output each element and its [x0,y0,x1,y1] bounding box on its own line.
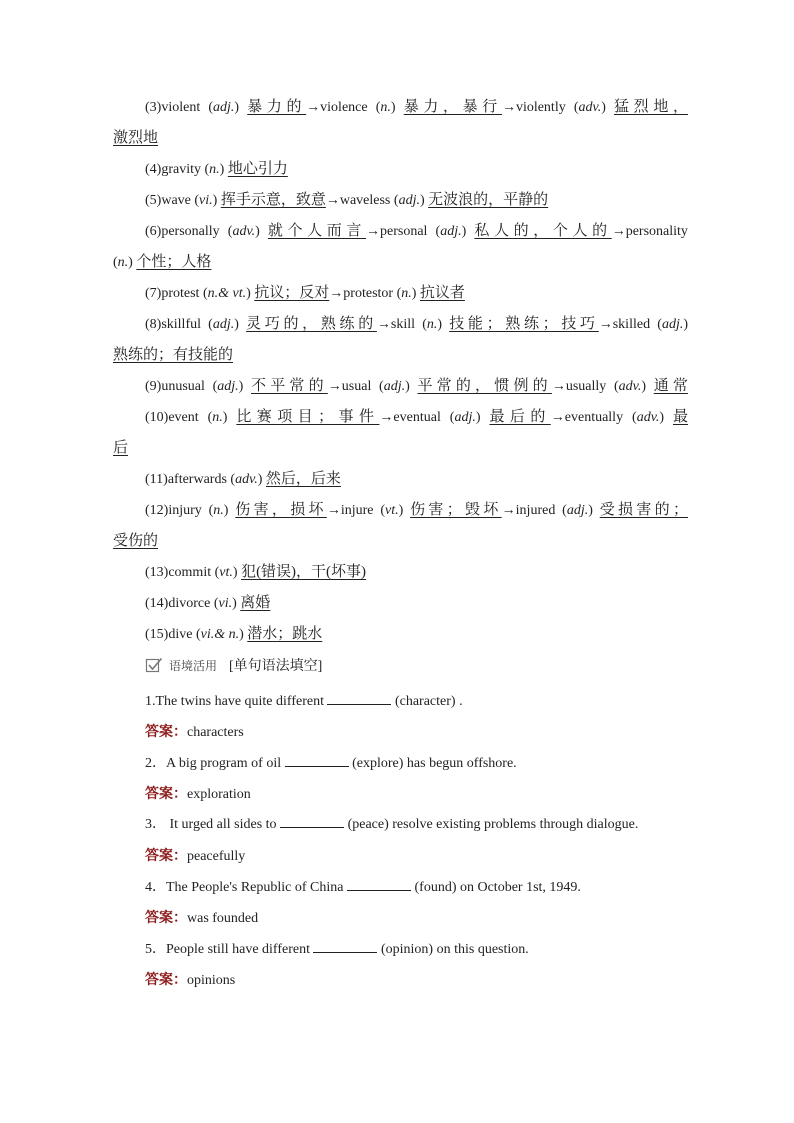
meaning: 潜水；跳水 [247,626,323,642]
answer-3 [113,841,678,872]
vocab-item-8: (8)skillful (adj.) 灵巧的，熟练的→skill (n.) 技能；熟练；技巧→skilled (adj.) [145,316,688,332]
derived-word: violently [515,100,566,115]
question-1 [113,686,678,717]
arrow: → [501,100,516,115]
word: wave [161,193,191,208]
meaning-continued: 激烈地 [113,130,159,146]
answer-label: 答案： [145,725,187,740]
vocab-item-3-cont [113,123,688,154]
answer-text: was founded [187,911,259,926]
arrow: → [329,286,344,301]
part-of-speech: adv. [618,379,642,394]
answer-text: peacefully [187,849,246,864]
question-text: (found) on October 1st, 1949. [411,880,581,895]
question-text: (explore) has begun offshore. [348,756,517,771]
question-text: (character) . [391,694,463,709]
derived-word: skilled [612,317,651,332]
derived-word: waveless [339,193,391,208]
part-of-speech: n. [212,410,223,425]
derived-word: usually [565,379,607,394]
word: protest [161,286,200,301]
vocab-item-10-cont [113,433,688,464]
part-of-speech: adv. [235,472,258,487]
arrow: → [611,224,626,239]
derived-word: violence [320,100,368,115]
item-number: (10) [145,410,169,425]
meaning: 离婚 [240,595,271,611]
answer-blank [327,690,391,705]
part-of-speech: vi.& n. [200,627,240,642]
arrow: → [306,100,321,115]
meaning: 最 [672,409,688,425]
meaning: 暴力的 [247,99,307,115]
part-of-speech: n.& vt. [207,286,247,301]
vocab-item-9: (9)unusual (adj.) 不平常的→usual (adj.) 平常的，惯例的→usually (adv.) 通常 [145,378,688,394]
meaning: 暴力，暴行 [403,99,502,115]
part-of-speech: vt. [384,503,399,518]
word: commit [168,565,212,580]
question-5 [113,934,678,965]
part-of-speech: adv. [636,410,660,425]
meaning: 灵巧的，熟练的 [246,316,377,332]
meaning: 无波浪的，平静的 [428,192,549,208]
part-of-speech: adv. [578,100,602,115]
part-of-speech: adj. [217,379,239,394]
arrow: → [326,503,341,518]
arrow: → [551,379,566,394]
answer-blank [280,813,344,828]
vocab-item-3: (3)violent (adj.) 暴力的→violence (n.) 暴力，暴行→violently (adv.) 猛烈地， [145,99,688,115]
question-3 [113,810,678,841]
meaning: 平常的，惯例的 [417,378,552,394]
item-number: (11) [145,472,168,487]
answer-label: 答案： [145,849,187,864]
item-number: (3) [145,100,162,115]
vocab-item-5: (5)wave (vi.) 挥手示意，致意→waveless (adj.) 无波浪的，平静的 [145,192,549,208]
word: unusual [161,379,205,394]
meaning: 熟练的；有技能的 [113,347,234,363]
arrow: → [366,224,380,239]
word: personally [161,224,220,239]
question-text: 1.The twins have quite different [145,694,328,709]
derived-word: usual [341,379,372,394]
part-of-speech: adj. [454,410,476,425]
item-number: (8) [145,317,162,332]
part-of-speech: vi. [199,193,213,208]
derived-word: injured [515,503,556,518]
question-2 [113,748,678,779]
part-of-speech: n. [380,100,391,115]
part-of-speech: n. [401,286,412,301]
arrow: → [376,317,391,332]
answer-label: 答案： [145,787,187,802]
arrow: → [550,410,565,425]
vocabulary-list [113,92,688,650]
meaning: 比赛项目；事件 [236,409,380,425]
meaning: 通常 [653,378,688,394]
word: divorce [168,596,211,611]
meaning: 最后的 [489,409,551,425]
item-number: (6) [145,224,162,239]
part-of-speech: n. [426,317,438,332]
meaning: 挥手示意，致意 [220,192,326,208]
vocab-item-11: (11)afterwards (adv.) 然后，后来 [145,471,341,487]
vocab-item-15: (15)dive (vi.& n.) 潜水；跳水 [145,626,323,642]
vocab-item-10: (10)event (n.) 比赛项目；事件→eventual (adj.) 最后的→eventually (adv.) 最 [145,409,688,425]
part-of-speech: adj. [661,317,684,332]
arrow: → [379,410,394,425]
vocab-item-6: (6)personally (adv.) 就个人而言→personal (adj.) 私人的，个人的→personality [145,223,688,239]
meaning-continued: 受伤的 [113,533,159,549]
section-tag: 语境活用 [169,658,218,673]
meaning: 技能；熟练；技巧 [449,316,599,332]
meaning: 地心引力 [227,161,288,177]
part-of-speech: vi. [218,596,233,611]
part-of-speech: n. [213,503,224,518]
question-text: (opinion) on this question. [377,942,529,957]
word: afterwards [167,472,227,487]
part-of-speech: adj. [383,379,406,394]
derived-word: injure [340,503,374,518]
word: dive [168,627,193,642]
answer-text: characters [187,725,244,740]
item-number: (14) [145,596,169,611]
arrow: → [325,193,340,208]
question-text: 3． It urged all sides to [145,817,281,832]
meaning: 伤害；毁坏 [410,502,502,518]
vocab-item-6-cont: (n.) 个性；人格 [113,254,212,270]
meaning: 然后，后来 [265,471,341,487]
word: injury [168,503,202,518]
vocab-item-14: (14)divorce (vi.) 离婚 [145,595,271,611]
meaning: 犯(错误)，干(坏事) [241,564,367,580]
question-text: 5．People still have different [145,942,314,957]
meaning: 受损害的； [599,502,688,518]
word: event [168,410,199,425]
vocab-item-13: (13)commit (vt.) 犯(错误)，干(坏事) [145,564,367,580]
item-number: (13) [145,565,169,580]
part-of-speech: adv. [232,224,256,239]
answer-label: 答案： [145,911,187,926]
vocab-item-4: (4)gravity (n.) 地心引力 [145,161,288,177]
section-heading [145,651,322,679]
part-of-speech: adj. [212,317,235,332]
question-text: 4．The People's Republic of China [145,880,347,895]
part-of-speech: adj. [213,100,235,115]
vocab-item-12: (12)injury (n.) 伤害，损坏→injure (vt.) 伤害；毁坏→injured (adj.) 受损害的； [145,502,688,518]
derived-word: eventual [393,410,441,425]
section-title: [单句语法填空] [229,659,323,674]
meaning-continued: 后 [113,440,129,456]
derived-word: eventually [564,410,624,425]
derived-word: skill [390,317,416,332]
part-of-speech: n. [117,255,129,270]
part-of-speech: adj. [440,224,462,239]
part-of-speech: adj. [398,193,420,208]
part-of-speech: adj. [566,503,589,518]
question-4 [113,872,678,903]
item-number: (4) [145,162,162,177]
answer-blank [313,938,377,953]
meaning: 就个人而言 [267,223,366,239]
derived-word: personality [625,224,688,239]
answer-blank [347,876,411,891]
answer-2 [113,779,678,810]
word: gravity [161,162,201,177]
check-box-icon [145,656,163,674]
item-number: (15) [145,627,169,642]
meaning: 抗议；反对 [254,285,330,301]
arrow: → [501,503,516,518]
meaning: 伤害，损坏 [235,502,327,518]
answer-1 [113,717,678,748]
answer-label: 答案： [145,973,187,988]
answer-4 [113,903,678,934]
meaning: 不平常的 [251,378,328,394]
vocab-item-12-cont [113,526,688,557]
exercise-list [113,686,678,996]
meaning: 个性；人格 [136,254,212,270]
derived-word: personal [380,224,428,239]
derived-word: protestor [343,286,394,301]
vocab-item-7: (7)protest (n.& vt.) 抗议；反对→protestor (n.) 抗议者 [145,285,465,301]
answer-5 [113,965,678,996]
item-number: (12) [145,503,169,518]
word: skillful [161,317,201,332]
part-of-speech: n. [209,162,220,177]
answer-text: opinions [187,973,236,988]
question-text: 2．A big program of oil [145,756,285,771]
arrow: → [327,379,342,394]
part-of-speech: vt. [219,565,233,580]
arrow: → [598,317,613,332]
answer-blank [285,752,349,767]
meaning: 抗议者 [419,285,465,301]
question-text: (peace) resolve existing problems through dialogue. [344,817,639,832]
meaning: 私人的，个人的 [474,223,612,239]
word: violent [161,100,201,115]
item-number: (9) [145,379,162,394]
item-number: (7) [145,286,162,301]
item-number: (5) [145,193,162,208]
vocab-item-8-cont [113,340,688,371]
answer-text: exploration [187,787,251,802]
meaning: 猛烈地， [614,99,688,115]
